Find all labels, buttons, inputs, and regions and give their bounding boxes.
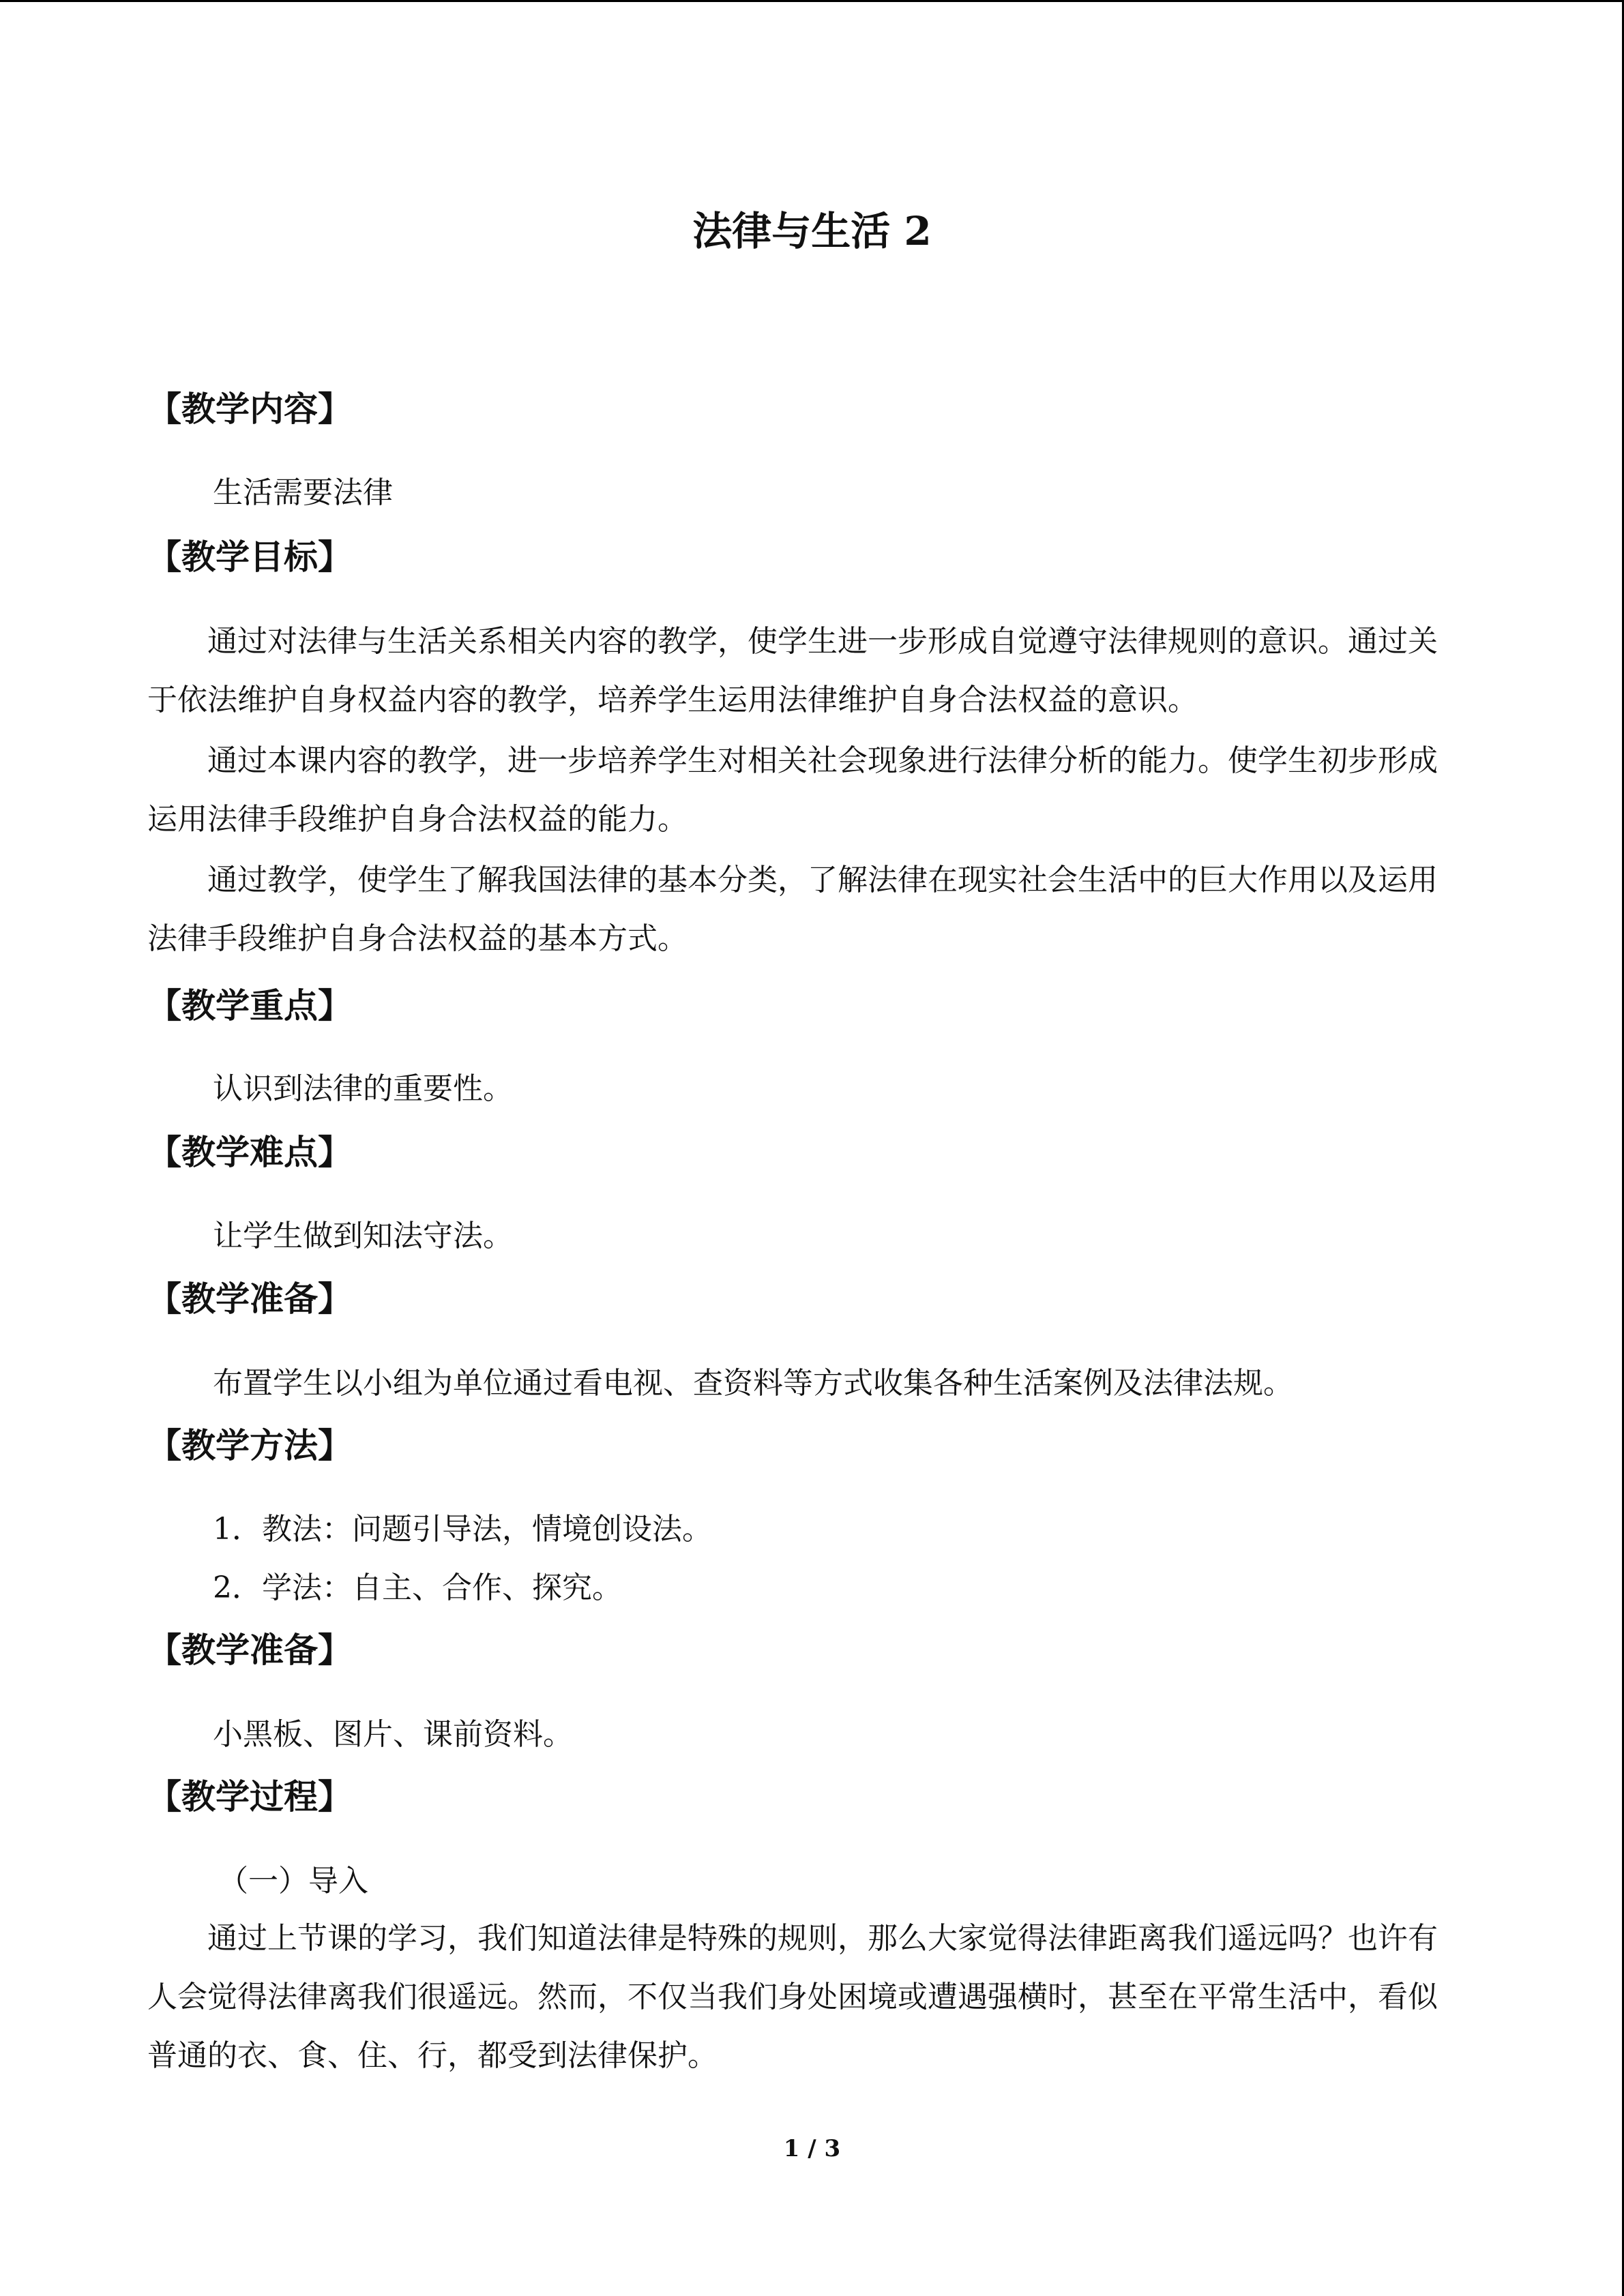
heading-content: 【教学内容】 — [147, 389, 352, 429]
materials-text: 小黑板、图片、课前资料。 — [213, 1717, 573, 1752]
heading-difficulties: 【教学难点】 — [147, 1132, 352, 1172]
page-border-top — [0, 0, 1624, 2]
heading-key-points: 【教学重点】 — [147, 985, 352, 1026]
preparation-text: 布置学生以小组为单位通过看电视、查资料等方式收集各种生活案例及法律法规。 — [213, 1366, 1293, 1401]
document-title: 法律与生活 2 — [692, 208, 932, 254]
heading-materials: 【教学准备】 — [147, 1630, 352, 1670]
objectives-paragraph-1: 通过对法律与生活关系相关内容的教学，使学生进一步形成自觉遵守法律规则的意识。通过关于依法维护自身权益内容的教学，培养学生运用法律维护自身合法权益的意识。 — [147, 624, 1438, 717]
process-paragraph-1: 通过上节课的学习，我们知道法律是特殊的规则，那么大家觉得法律距离我们遥远吗？也许有人会觉得法律离我们很遥远。然而，不仅当我们身处困境或遭遇强横时，甚至在平常生活中，看似普通的衣、食、住、行，都受到法律保护。 — [147, 1921, 1438, 2073]
heading-objectives: 【教学目标】 — [147, 537, 352, 577]
heading-process: 【教学过程】 — [147, 1776, 352, 1817]
heading-preparation: 【教学准备】 — [147, 1279, 352, 1319]
methods-item-1: 1．教法：问题引导法，情境创设法。 — [213, 1512, 712, 1547]
process-subheading: （一）导入 — [218, 1864, 368, 1898]
methods-item-2: 2．学法：自主、合作、探究。 — [213, 1570, 622, 1605]
content-text: 生活需要法律 — [213, 475, 393, 510]
difficulties-text: 让学生做到知法守法。 — [213, 1219, 513, 1253]
page-number: 1 / 3 — [783, 2135, 841, 2162]
heading-methods: 【教学方法】 — [147, 1425, 352, 1465]
key-points-text: 认识到法律的重要性。 — [213, 1071, 513, 1106]
objectives-paragraph-2: 通过本课内容的教学，进一步培养学生对相关社会现象进行法律分析的能力。使学生初步形成运用法律手段维护自身合法权益的能力。 — [147, 743, 1438, 837]
objectives-paragraph-3: 通过教学，使学生了解我国法律的基本分类，了解法律在现实社会生活中的巨大作用以及运用法律手段维护自身合法权益的基本方式。 — [147, 863, 1438, 956]
